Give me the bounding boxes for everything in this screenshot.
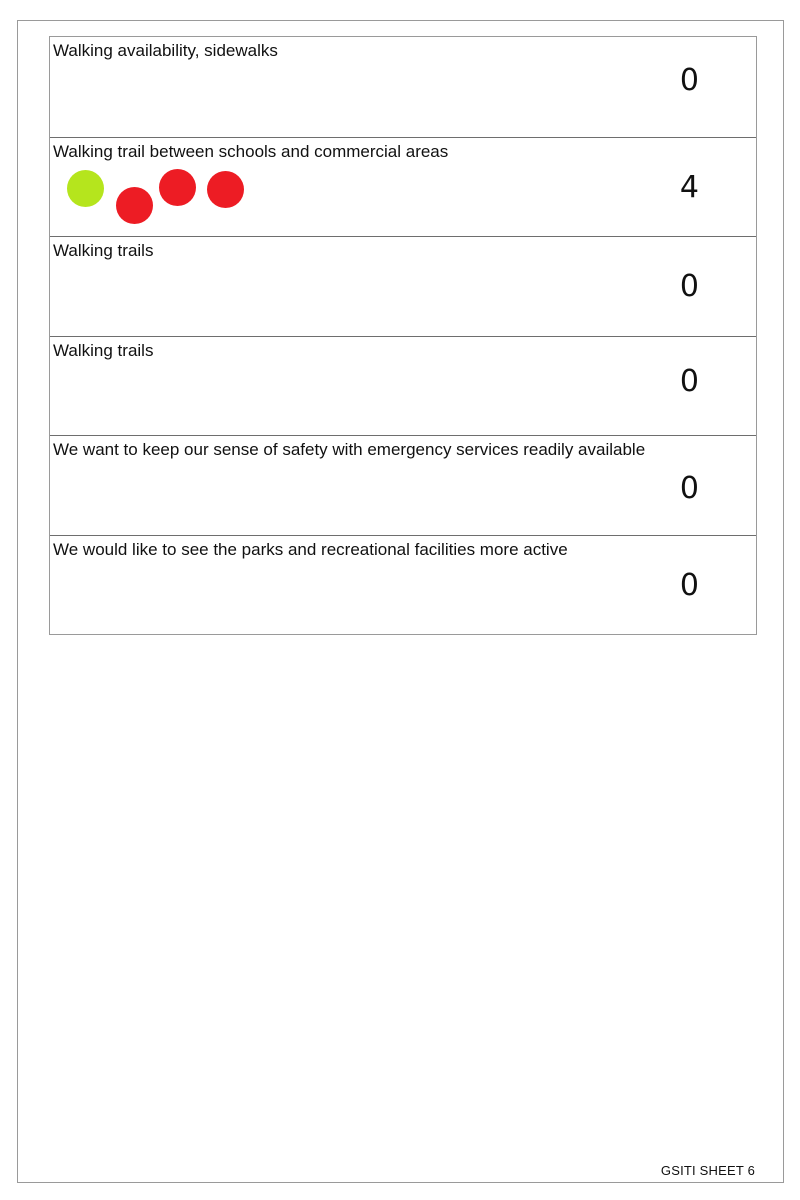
sheet-footer-label: GSITI SHEET 6	[660, 1163, 755, 1178]
comment-table	[49, 36, 757, 635]
vote-count: 0	[679, 471, 699, 506]
comment-label: Walking trail between schools and commercial areas	[53, 141, 449, 161]
vote-count: 0	[679, 567, 699, 603]
comment-row	[50, 336, 756, 436]
green-vote-dot	[67, 170, 104, 207]
vote-count: 0	[679, 269, 699, 304]
vote-count: 0	[679, 63, 699, 98]
comment-label: We would like to see the parks and recreational facilities more active	[53, 539, 568, 559]
comment-label: Walking availability, sidewalks	[53, 41, 278, 60]
red-vote-dot	[207, 171, 244, 208]
comment-row	[50, 535, 756, 635]
vote-count: 0	[679, 363, 699, 399]
comment-row	[50, 236, 756, 336]
comment-row	[50, 137, 756, 237]
red-vote-dot	[159, 169, 196, 206]
comment-label: We want to keep our sense of safety with emergency services readily available	[53, 440, 646, 459]
comment-label: Walking trails	[53, 340, 154, 360]
vote-count: 4	[679, 169, 699, 205]
red-vote-dot	[116, 187, 153, 224]
comment-row	[50, 37, 756, 137]
comment-label: Walking trails	[53, 241, 154, 260]
comment-row	[50, 435, 756, 535]
